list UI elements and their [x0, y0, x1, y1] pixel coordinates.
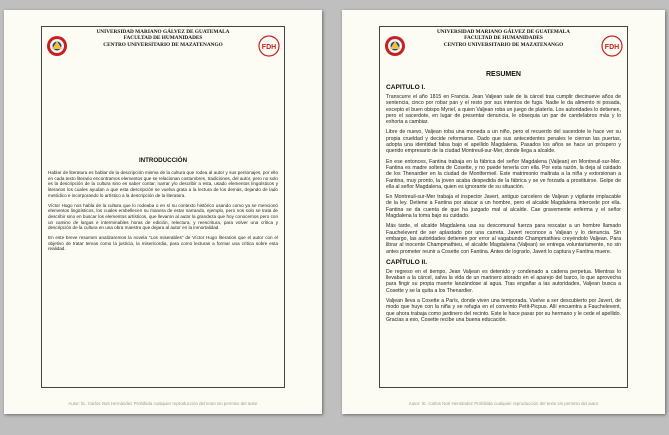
header-faculty: FACULTAD DE HUMANIDADES — [464, 35, 543, 42]
header-center: CENTRO UNIVERSITARIO DE MAZATENANGO — [443, 41, 564, 48]
chapter-2-heading: CAPÍTULO II. — [386, 258, 428, 266]
summary-paragraph: Valjean lleva a Cosette a París, donde viven una temporada. Vuelve a ser descubierto por Javert, de modo que huye con la niña y se refugia en el convento Petit-Picpus. Allí encuentra a Fauchelevent, que ahora trabaja como jardinero del recinto. Este le hace pasar por su hermano y le cede el apellido. Gracias a eso, Cosette recibe una buena educación. — [386, 298, 621, 323]
document-page-2 — [342, 10, 665, 414]
page-1-frame — [41, 26, 285, 388]
intro-paragraph: En este breve resumen analizaremos la novela "Los miserables" de Víctor Hugo literarios que el autor con el objetivo de tratar temas como la justicia, la misericordia, para como lecturas a formar una crítica sobre esta realidad. — [48, 235, 278, 252]
faculty-logo-text: FDH — [261, 44, 277, 51]
summary-paragraph: De regreso en el tiempo, Jean Valjean es detenido y condenado a cadena perpetua. Mientras lo llevaban a la cárcel, salva la vida de un marinero atorado en el aparejo del barco, lo que aprovecha para fingir su propia muerte lanzándose al agua. Tras engañar a las autoridades, Valjean busca a Cosette y se la quita a los Thenardier. — [386, 268, 621, 294]
summary-paragraph: En Montreuil-sur-Mer trabaja el inspector Javert, antiguo carcelero de Valjean y vigilante implacable de la ley. Detiene a Fantina por atacar a un hombre, pero el alcalde Magdalena intercede por ella. Fantina se da cuenta de que ha juzgado mal al alcalde. Cae gravemente enferma y el señor Magdalena la toma bajo su cuidado. — [386, 194, 621, 220]
header-university: UNIVERSIDAD MARIANO GÁLVEZ DE GUATEMALA — [436, 29, 571, 35]
page-2-title: RESUMEN — [485, 71, 521, 78]
page-1-footer: Autor: lic. Carlos Noé Hernández Prohibida cualquier reproducción del texto sin permiso del autor — [68, 401, 258, 406]
chapter-1-heading: CAPITULO I. — [386, 84, 426, 91]
university-header — [42, 27, 284, 65]
header-university: UNIVERSIDAD MARIANO GÁLVEZ DE GUATEMALA — [96, 29, 230, 35]
summary-paragraph: Transcurre el año 1815 en Francia. Jean Valjean sale de la cárcel tras cumplir diecinueve años de sentencia, cinco por robar pan y el resto por sus intentos de fuga. Nadie le da alimento ni posada, excepto el buen obispo Myriel, a quien Valjean roba un juego de platería. Los autoridades lo detienen, pero el sacerdote, en lugar de presentar denuncia, le obsequia un par de candelabros más y lo exhorta a cambiar. — [386, 94, 621, 126]
university-header — [380, 27, 627, 65]
summary-paragraph: Más tarde, el alcalde Magdalena usa su descomunal fuerza para rescatar a un hombre llamado Fauchelevent de ser aplastado por una carreta. Javert reconoce a Valjean y lo denuncia. Sin embargo, las autoridades detienen por error al vagabundo Champmathieu creyéndolo Valjean. Para librar al inocente Champmathieu, el alcalde Magdalena (Valjean) se entrega voluntariamente, no sin antes prometer reunir a Cosette con Fantina. Antes de lograrlo, Javert lo captura y Fantina muere. — [386, 223, 621, 255]
faculty-logo-text: FDH — [604, 44, 620, 51]
page-2-footer: Autor: lic. Carlos Noé Hernández Prohibida cualquier reproducción del texto sin permiso del autor — [408, 401, 599, 406]
header-center: CENTRO UNIVERSITARIO DE MAZATENANGO — [103, 41, 223, 48]
intro-paragraph: Víctor Hugo nos habla de la cultura que lo rodeaba o en sí su contexto histórico usando como ya se mencionó elementos lingüísticos, los cuales embellecen su manera de estar narrando, ejemplo, pero nos solo se trata de describir sino en buscar los elementos artísticos, que llevaron al autor la grandeza que hoy conocemos pero con un camino de largas e interminables horas de edición, relectura, y reescritura, para volver una crítica y descripción de la cultura en una obra maestra que dejara al autor en la inmortalidad. — [48, 202, 278, 231]
university-seal-icon — [46, 35, 68, 57]
intro-paragraph: Hablar de literatura es hablar de la descripción misma de la cultura que rodea al autor y sus personajes, por ello en cada texto literario encontramos elementos que se relacionan costumbres, tradiciones, del autor, pero no solo es la descripción de la cultura sino es saber contar, narrar y/o describir a esta, usado elementos lingüísticos y literarios los cuales ayudan a que esta descripción se vuelva grata a la lectura de los demás, dejando de lado metódico e incorporando lo artístico a la descripción de la literatura. — [48, 170, 278, 198]
faculty-logo-icon — [601, 35, 623, 57]
summary-paragraph: Libre de nuevo, Valjean roba una moneda a un niño, pero el recuerdo del sacerdote le hace ver su propia crueldad y decide reformarse. Dado que sus antecedentes penales le cierran las puertas, adopta una identidad falsa bajo el apellido Magdalena. Pasados los años se hace un próspero y querido empresario de la ciudad Montreuil-sur-Mer, donde llega a alcalde. — [386, 129, 621, 155]
university-seal-icon — [384, 35, 406, 57]
page-2-frame — [379, 26, 628, 388]
faculty-logo-icon — [258, 35, 280, 57]
page-1-title: INTRODUCCIÓN — [138, 157, 188, 164]
header-faculty: FACULTAD DE HUMANIDADES — [123, 35, 203, 42]
document-page-1 — [4, 10, 322, 414]
summary-paragraph: En ese entonces, Fantina trabaja en la fábrica del señor Magdalena (Valjean) en Montreuil-sur-Mer. Fantina es madre soltera de Cosette, y no puede tenerla con ella. Por esta razón, la deja al cuidado de los Thenardier en la ciudad de Montfermeil. Este matrimonio maltrata a la niña y extorsionan a Fantina, muy pronto, la joven acaba despedida de la fábrica y se ve forzada a prostituirse. Golpe de ella al señor Magdalena, quien es ignorante de su situación. — [386, 158, 621, 190]
